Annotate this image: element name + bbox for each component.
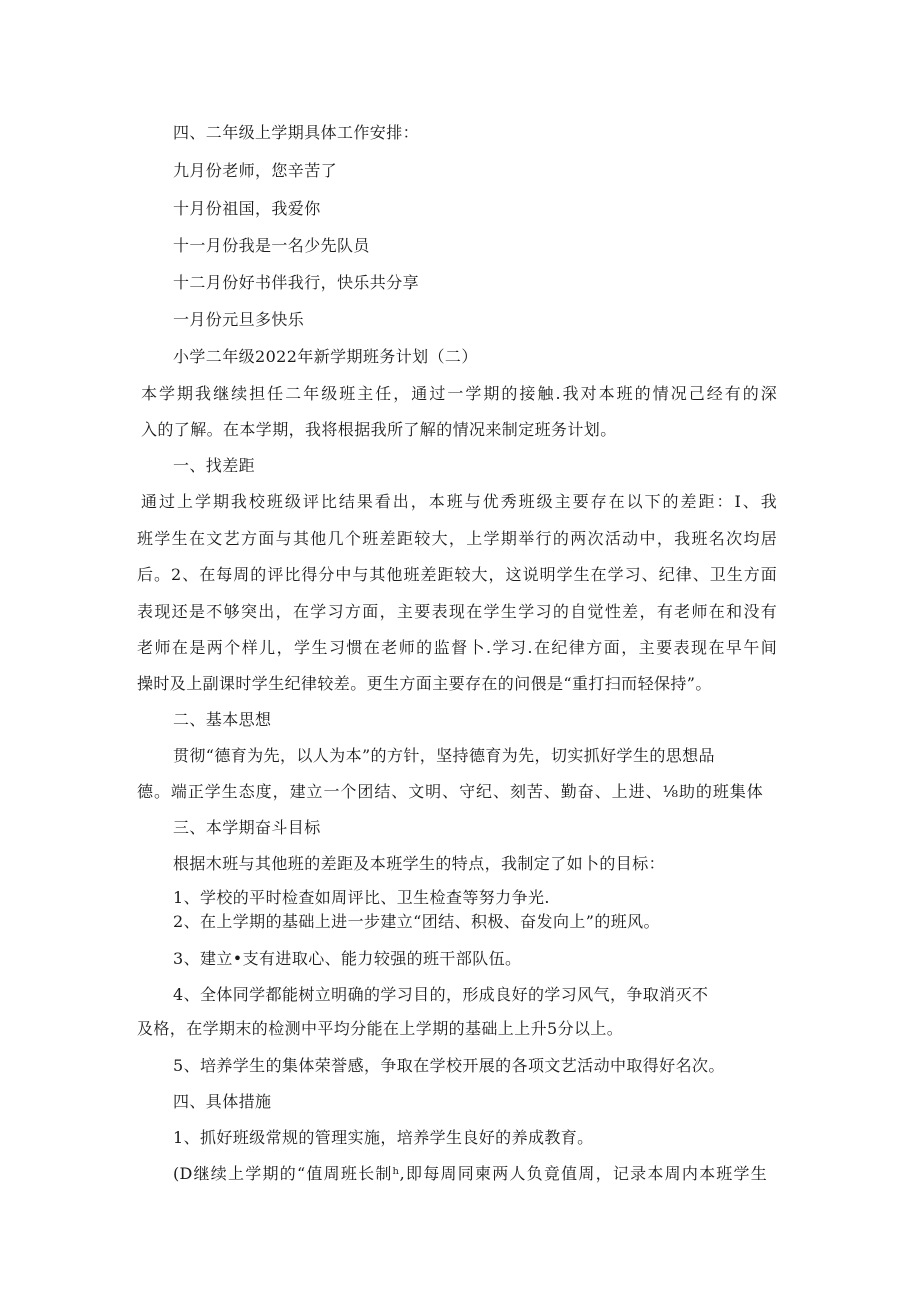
paragraph-line: 德。端正学生态度，建立一个团结、文明、守纪、刻苦、勤奋、上进、⅛助的班集体: [137, 782, 763, 801]
paragraph-line: 后。2、在每周的评比得分中与其他班差距较大，这说明学生在学习、纪律、卫生方面: [137, 565, 777, 584]
paragraph-line: 通过上学期我校班级评比结果看出，本班与优秀班级主要存在以下的差距：I、我: [141, 492, 777, 511]
list-item-december: 十二月份好书伴我行，快乐共分享: [173, 273, 420, 292]
paragraph-line: 操时及上副课时学生纪律较差。更生方面主要存在的问偎是“重打扫而轻保持”。: [137, 674, 712, 693]
paragraph-line: 入的了解。在本学期，我将根据我所了解的情况来制定班务计划。: [141, 420, 617, 439]
paragraph-line: 根据木班与其他班的差距及本班学生的特点，我制定了如卜的目标：: [173, 854, 666, 873]
paragraph-line: 贯彻“德育为先，以人为本”的方针，坚持德育为先，切实抓好学生的思想品: [173, 746, 715, 765]
heading-work-arrangement: 四、二年级上学期具体工作安排：: [173, 123, 420, 142]
list-item-september: 九月份老师，您辛苦了: [173, 161, 338, 180]
goal-item-5: 5、培养学生的集体荣誉感，争取在学校开展的各项文艺活动中取得好名次。: [173, 1056, 725, 1075]
goal-item-4-continued: 及格，在学期末的检测中平均分能在上学期的基础上上升5分以上。: [137, 1019, 624, 1038]
heading-find-gap: 一、找差距: [173, 456, 256, 475]
heading-specific-measures: 四、具体措施: [173, 1092, 272, 1111]
goal-item-4: 4、全体同学都能树立明确的学习目的，形成良好的学习风气，争取消灭不: [173, 985, 709, 1004]
goal-item-3: 3、建立•支有进取心、能力较强的班干部队伍。: [173, 949, 522, 968]
paragraph-line: 老师在是两个样儿，学生习惯在老师的监督卜.学习.在纪律方面，主要表现在早午间: [137, 638, 777, 657]
goal-item-2: 2、在上学期的基础上进一步建立“团结、积极、奋发向上”的班风。: [173, 912, 660, 931]
list-item-january: 一月份元旦多快乐: [173, 310, 305, 329]
list-item-october: 十月份祖国，我爱你: [173, 199, 321, 218]
paragraph-line: 本学期我继续担任二年级班主任，通过一学期的接触.我对本班的情况己经有的深: [141, 384, 777, 403]
list-item-november: 十一月份我是一名少先队员: [173, 236, 370, 255]
measure-item-1: 1、抓好班级常规的管理实施，培养学生良好的养成教育。: [173, 1128, 594, 1147]
paragraph-line: (D继续上学期的“值周班长制ʰ,即每周同柬两人负竟值周，记录本周内本班学生: [173, 1164, 767, 1183]
heading-basic-idea: 二、基本思想: [173, 710, 272, 729]
section-title-plan-two: 小学二年级2022年新学期班务计划（二）: [173, 347, 478, 366]
heading-semester-goals: 三、本学期奋斗目标: [173, 818, 321, 837]
paragraph-line: 表现还是不够突出，在学习方面，主要表现在学生学习的自觉性差，有老师在和没有: [137, 602, 777, 621]
paragraph-line: 班学生在文艺方面与其他几个班差距较大，上学期举行的两次活动中，我班名次均居: [137, 529, 777, 548]
goal-item-1: 1、学校的平时检查如周评比、卫生检查等努力争光.: [173, 888, 550, 907]
